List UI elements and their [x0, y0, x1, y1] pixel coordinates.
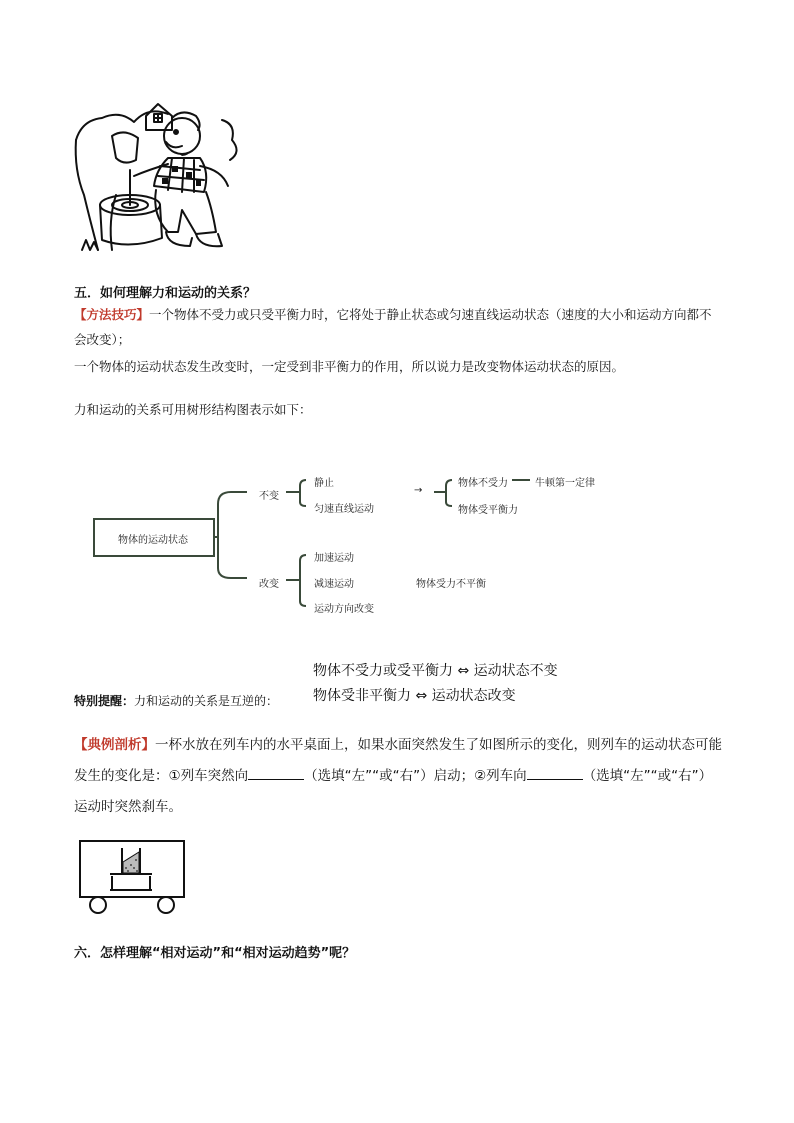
example-text-c: （选填“左”“或“右”）运动时突然刹车。 [74, 768, 713, 815]
tree-intro: 力和运动的关系可用树形结构图表示如下： [74, 402, 312, 417]
tree-direction-label: 运动方向改变 [314, 604, 374, 615]
tree-balanced-label: 物体受平衡力 [458, 505, 518, 516]
example-text-b: （选填“左”“或“右”）启动；②列车向 [304, 768, 527, 784]
tree-decel-label: 减速运动 [314, 579, 354, 590]
tree-arrow: → [414, 485, 423, 496]
equivalence-symbol: ⇔ [415, 688, 428, 704]
tree-diagram [0, 440, 794, 630]
tree-uniform-label: 匀速直线运动 [314, 504, 374, 515]
reminder-line-1-right: 运动状态不变 [473, 663, 558, 679]
answer-blank-2[interactable] [527, 767, 583, 780]
reminder-line-2 [313, 685, 516, 705]
answer-blank-1[interactable] [248, 767, 304, 780]
reminder-label: 特别提醒： [74, 694, 135, 708]
tree-unchanged-label: 不变 [259, 491, 279, 502]
woodcutter-illustration [72, 100, 242, 255]
equivalence-symbol: ⇔ [457, 663, 470, 679]
tree-static-label: 静止 [314, 478, 334, 489]
example-tag: 【典例剖析】 [74, 737, 155, 753]
tree-accel-label: 加速运动 [314, 553, 354, 564]
section-5-title: 五．如何理解力和运动的关系？ [74, 286, 257, 301]
reminder-line-1-left: 物体不受力或受平衡力 [313, 663, 453, 679]
train-water-figure [76, 838, 188, 918]
tree-no-force-label: 物体不受力 [458, 478, 508, 489]
reminder-line-2-left: 物体受非平衡力 [313, 688, 411, 704]
example-text-a: 一杯水放在列车内的水平桌面上，如果水面突然发生了如图所示的变化，则列车的运动状态可能发生的变化是：①列车突然向 [74, 737, 722, 784]
tree-root-label: 物体的运动状态 [118, 535, 188, 546]
method-paragraph [74, 302, 719, 352]
reminder-line-1 [313, 660, 558, 680]
method-text-1: 一个物体不受力或只受平衡力时，它将处于静止状态或匀速直线运动状态（速度的大小和运动方向都不会改变）； [74, 307, 712, 347]
method-text-2: 一个物体的运动状态发生改变时，一定受到非平衡力的作用，所以说力是改变物体运动状态的原因。 [74, 359, 625, 374]
reminder-line-2-right: 运动状态改变 [431, 688, 516, 704]
tree-changed-label: 改变 [259, 579, 279, 590]
reminder-body: 力和运动的关系是互逆的： [134, 694, 279, 708]
method-tag: 【方法技巧】 [74, 307, 150, 322]
reminder-text [74, 692, 278, 709]
tree-unbalanced-label: 物体受力不平衡 [416, 579, 486, 590]
section-6-title: 六．怎样理解“相对运动”和“相对运动趋势”呢？ [74, 946, 356, 961]
example-paragraph [74, 730, 722, 823]
tree-newton-label: 牛顿第一定律 [535, 478, 595, 489]
